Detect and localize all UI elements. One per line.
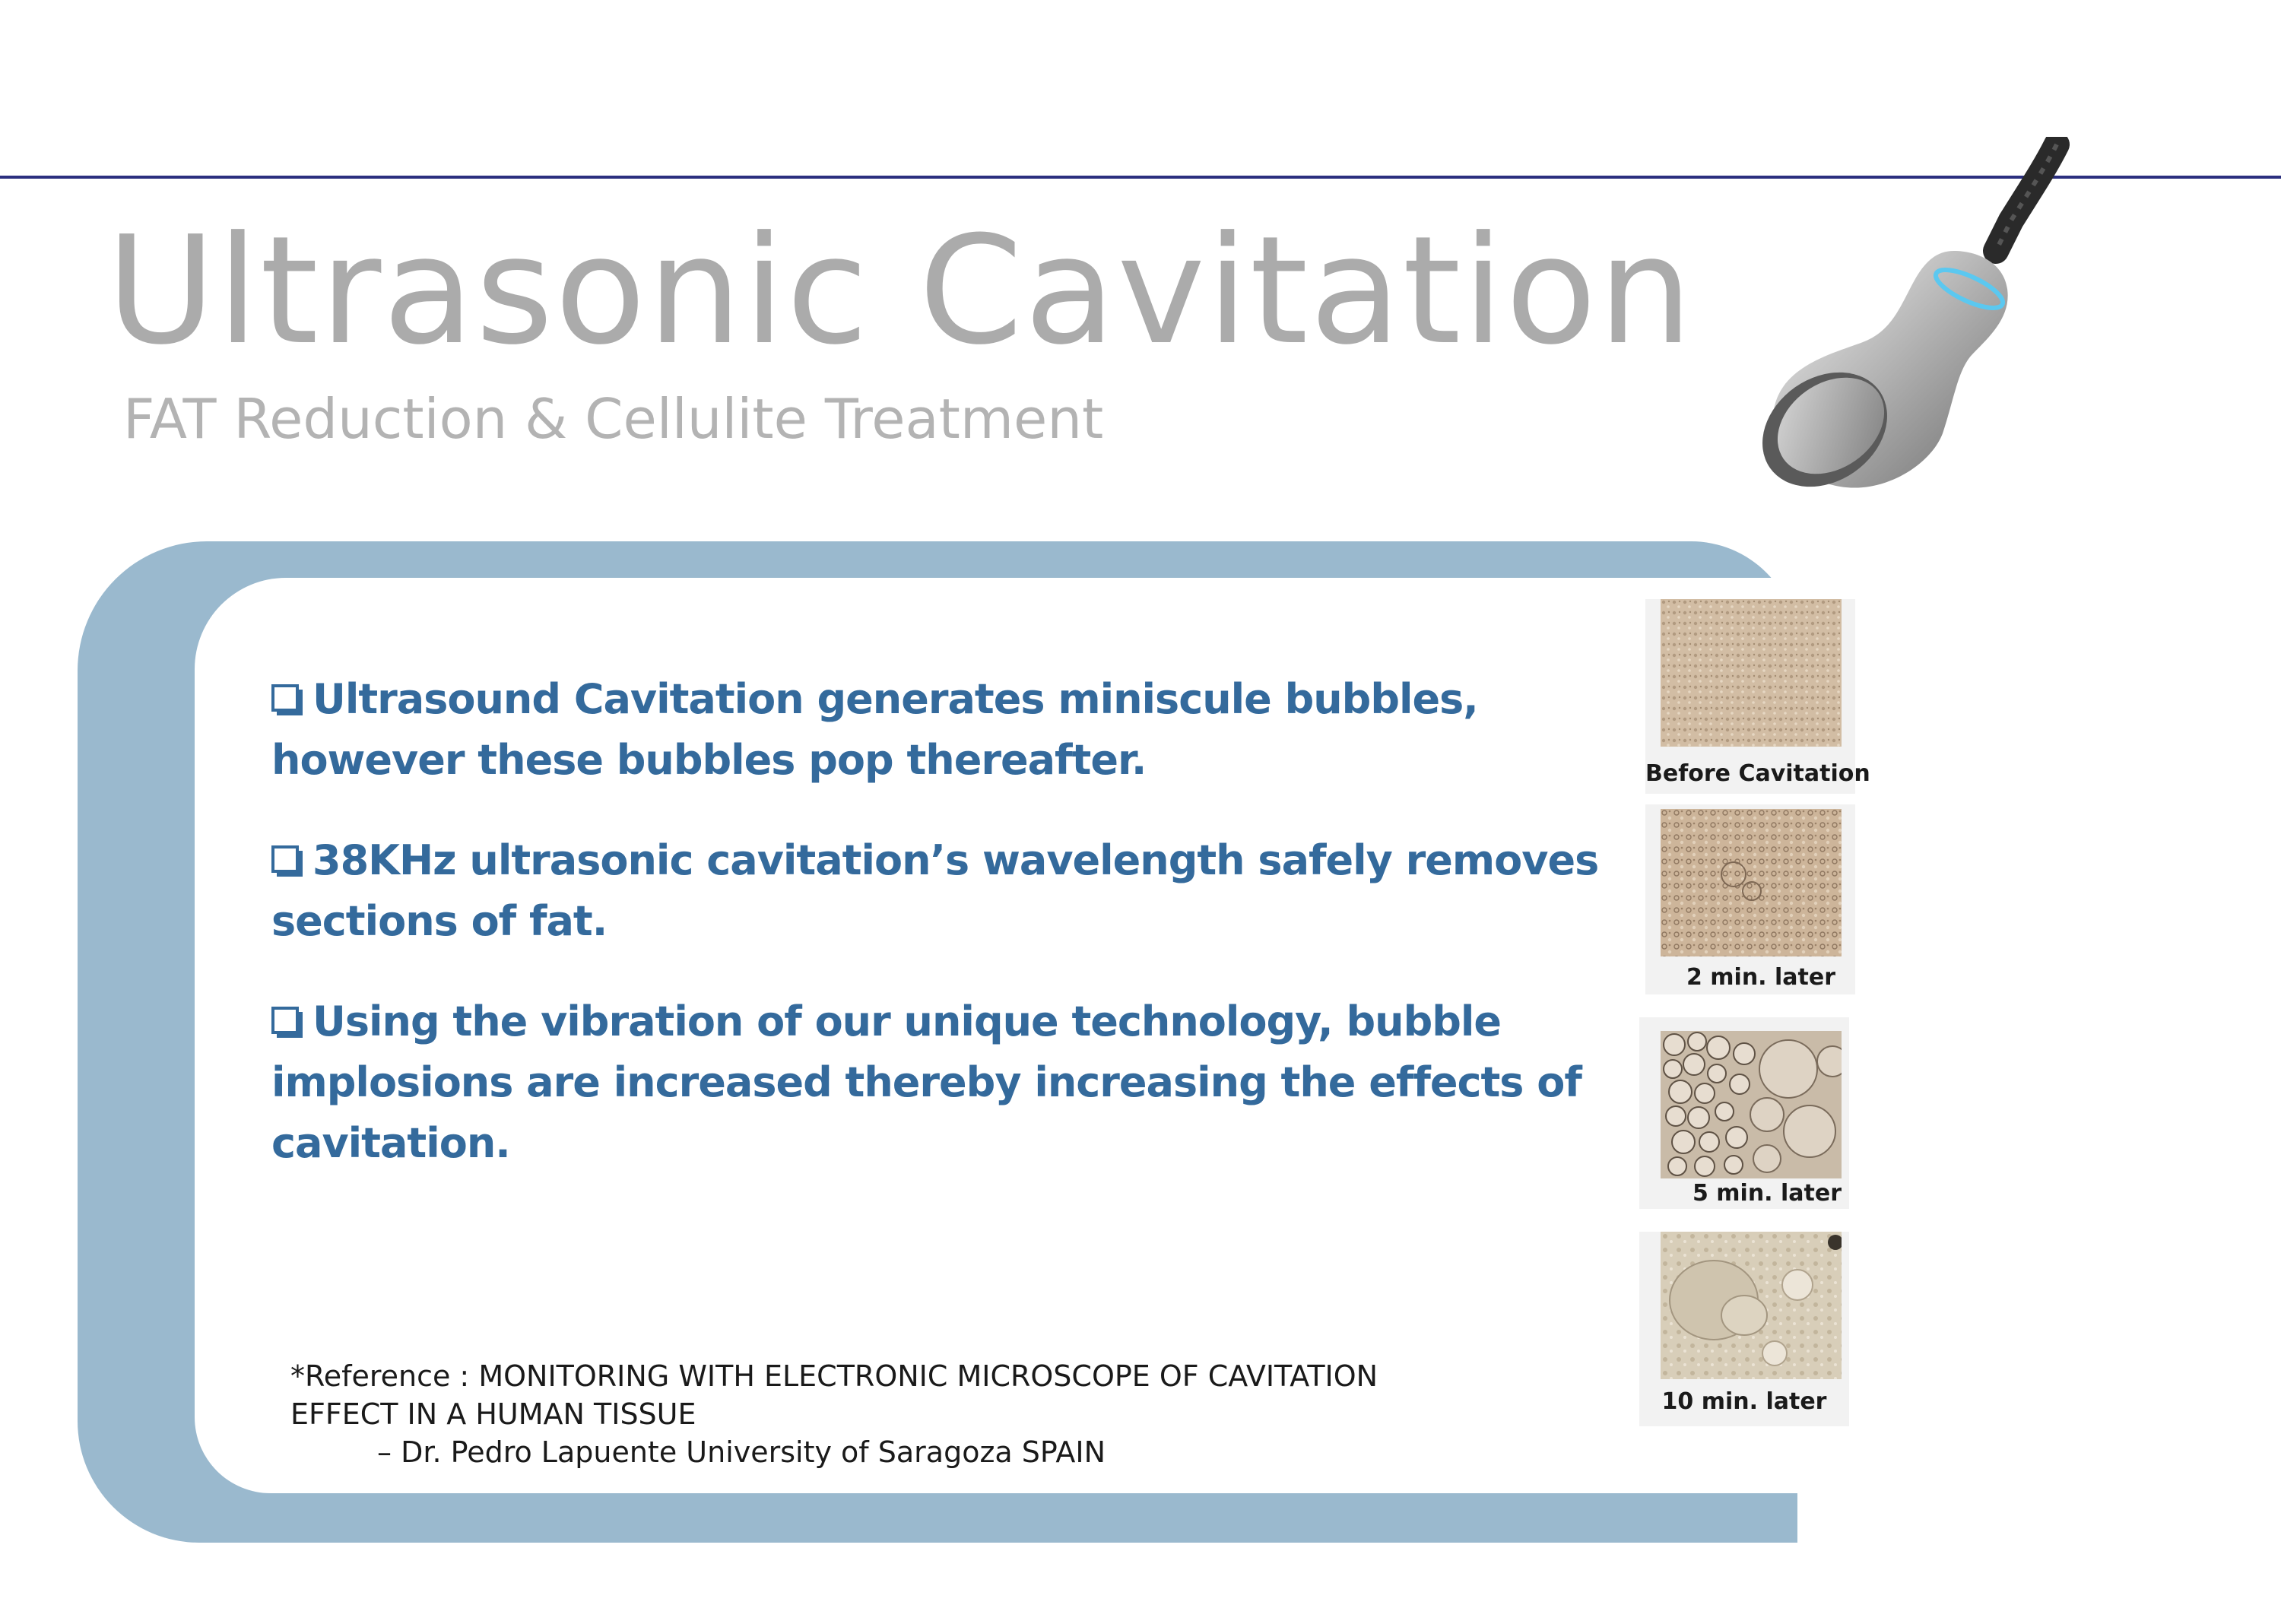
bullet-text: Using the vibration of our unique technology, bubble implosions are increased thereby increasing the effects of cavitation.	[271, 998, 1581, 1167]
checkbox-bullet-icon	[271, 684, 299, 712]
bullet-list	[271, 669, 1625, 1213]
bullet-item	[271, 669, 1625, 791]
bullet-item	[271, 991, 1625, 1174]
micrograph-label: 5 min. later	[1692, 1180, 1842, 1207]
cavitation-handpiece-image	[1711, 137, 2083, 532]
page-title: Ultrasonic Cavitation	[106, 205, 1695, 378]
micrograph-label: 2 min. later	[1686, 964, 1836, 991]
reference-line: *Reference : MONITORING WITH ELECTRONIC MICROSCOPE OF CAVITATION	[290, 1359, 1378, 1393]
checkbox-bullet-icon	[271, 1007, 299, 1034]
bullet-item	[271, 830, 1625, 952]
micrograph-label: 10 min. later	[1661, 1388, 1827, 1415]
reference-author: – Dr. Pedro Lapuente University of Saragoza SPAIN	[377, 1435, 1106, 1469]
micrograph-5-min	[1639, 1017, 1849, 1209]
page-subtitle: FAT Reduction & Cellulite Treatment	[123, 387, 1104, 451]
micrograph-2-min	[1645, 804, 1855, 994]
tissue-micrograph-image	[1661, 1232, 1842, 1379]
reference-line: EFFECT IN A HUMAN TISSUE	[290, 1397, 696, 1431]
tissue-micrograph-image	[1661, 599, 1842, 747]
bullet-text: 38KHz ultrasonic cavitation’s wavelength safely removes sections of fat.	[271, 836, 1599, 945]
micrograph-10-min	[1639, 1232, 1849, 1426]
reference-note	[290, 1357, 1545, 1471]
checkbox-bullet-icon	[271, 845, 299, 873]
micrograph-label: Before Cavitation	[1645, 760, 1870, 787]
tissue-micrograph-image	[1661, 1031, 1842, 1178]
bullet-text: Ultrasound Cavitation generates miniscule bubbles, however these bubbles pop thereafter.	[271, 675, 1478, 784]
micrograph-before	[1645, 599, 1870, 794]
tissue-micrograph-image	[1661, 809, 1842, 956]
